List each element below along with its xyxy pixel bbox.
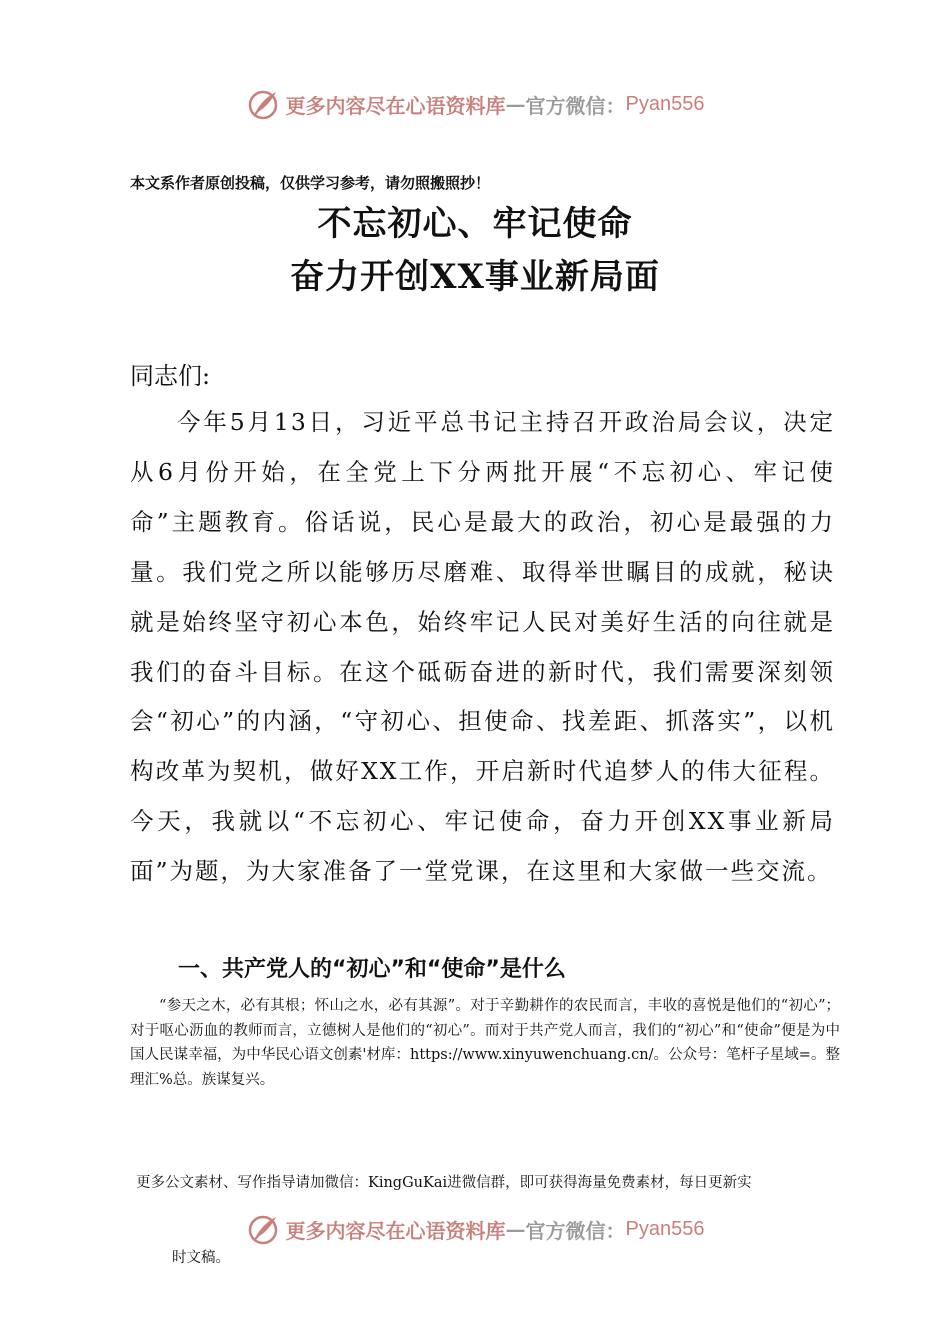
watermark-red-text: 更多内容尽在心语资料库 [285, 1218, 506, 1243]
watermark-dash: — [505, 1217, 526, 1241]
watermark-wechat-id: Pyan556 [625, 92, 705, 115]
author-note: 本文系作者原创投稿，仅供学习参考，请勿照搬照抄！ [130, 174, 491, 192]
quill-logo-icon [246, 1211, 282, 1247]
quill-logo-icon [246, 86, 282, 122]
watermark-red-text: 更多内容尽在心语资料库 [285, 93, 506, 118]
watermark-gray-text: 官方微信： [525, 93, 626, 118]
title-line-1: 不忘初心、牢记使命 [317, 204, 633, 244]
watermark-gray-text: 官方微信： [525, 1218, 626, 1243]
footer-line-2: 时文稿。 [172, 1250, 230, 1266]
watermark-wechat-id: Pyan556 [625, 1217, 705, 1240]
section-1-paragraph: “参天之木，必有其根；怀山之水，必有其源”。对于辛勤耕作的农民而言，丰收的喜悦是他们的“初心”；对于呕心沥血的教师而言，立德树人是他们的“初心”。而对于共产党人而言，我们的“初心”和“使命”便是为中国人民谋幸福，为中华民心语文创素'材库：https://www.xinyuwenchuang.cn/。公众号：笔杆子星域=。整理汇%总。族谋复兴。 [130, 998, 840, 1088]
section-heading-1: 一、共产党人的“初心”和“使命”是什么 [178, 957, 566, 982]
title-line-2: 奋力开创XX事业新局面 [290, 257, 660, 297]
watermark-top [0, 84, 950, 124]
watermark-dash: — [505, 92, 526, 116]
watermark-bottom [0, 1209, 950, 1249]
footer-line-1: 更多公文素材、写作指导请加微信：KingGuKai进微信群，即可获得海量免费素材，每日更新实 [136, 1175, 752, 1191]
greeting: 同志们: [130, 362, 211, 390]
intro-paragraph: 今年5月13日，习近平总书记主持召开政治局会议，决定从6月份开始，在全党上下分两批开展“不忘初心、牢记使命”主题教育。俗话说，民心是最大的政治，初心是最强的力量。我们党之所以能够历尽磨难、取得举世瞩目的成就，秘诀就是始终坚守初心本色，始终牢记人民对美好生活的向往就是我们的奋斗目标。在这个砥砺奋进的新时代，我们需要深刻领会“初心”的内涵，“守初心、担使命、找差距、抓落实”，以机构改革为契机，做好XX工作，开启新时代追梦人的伟大征程。今天，我就以“不忘初心、牢记使命，奋力开创XX事业新局面”为题，为大家准备了一堂党课，在这里和大家做一些交流。 [130, 408, 835, 886]
